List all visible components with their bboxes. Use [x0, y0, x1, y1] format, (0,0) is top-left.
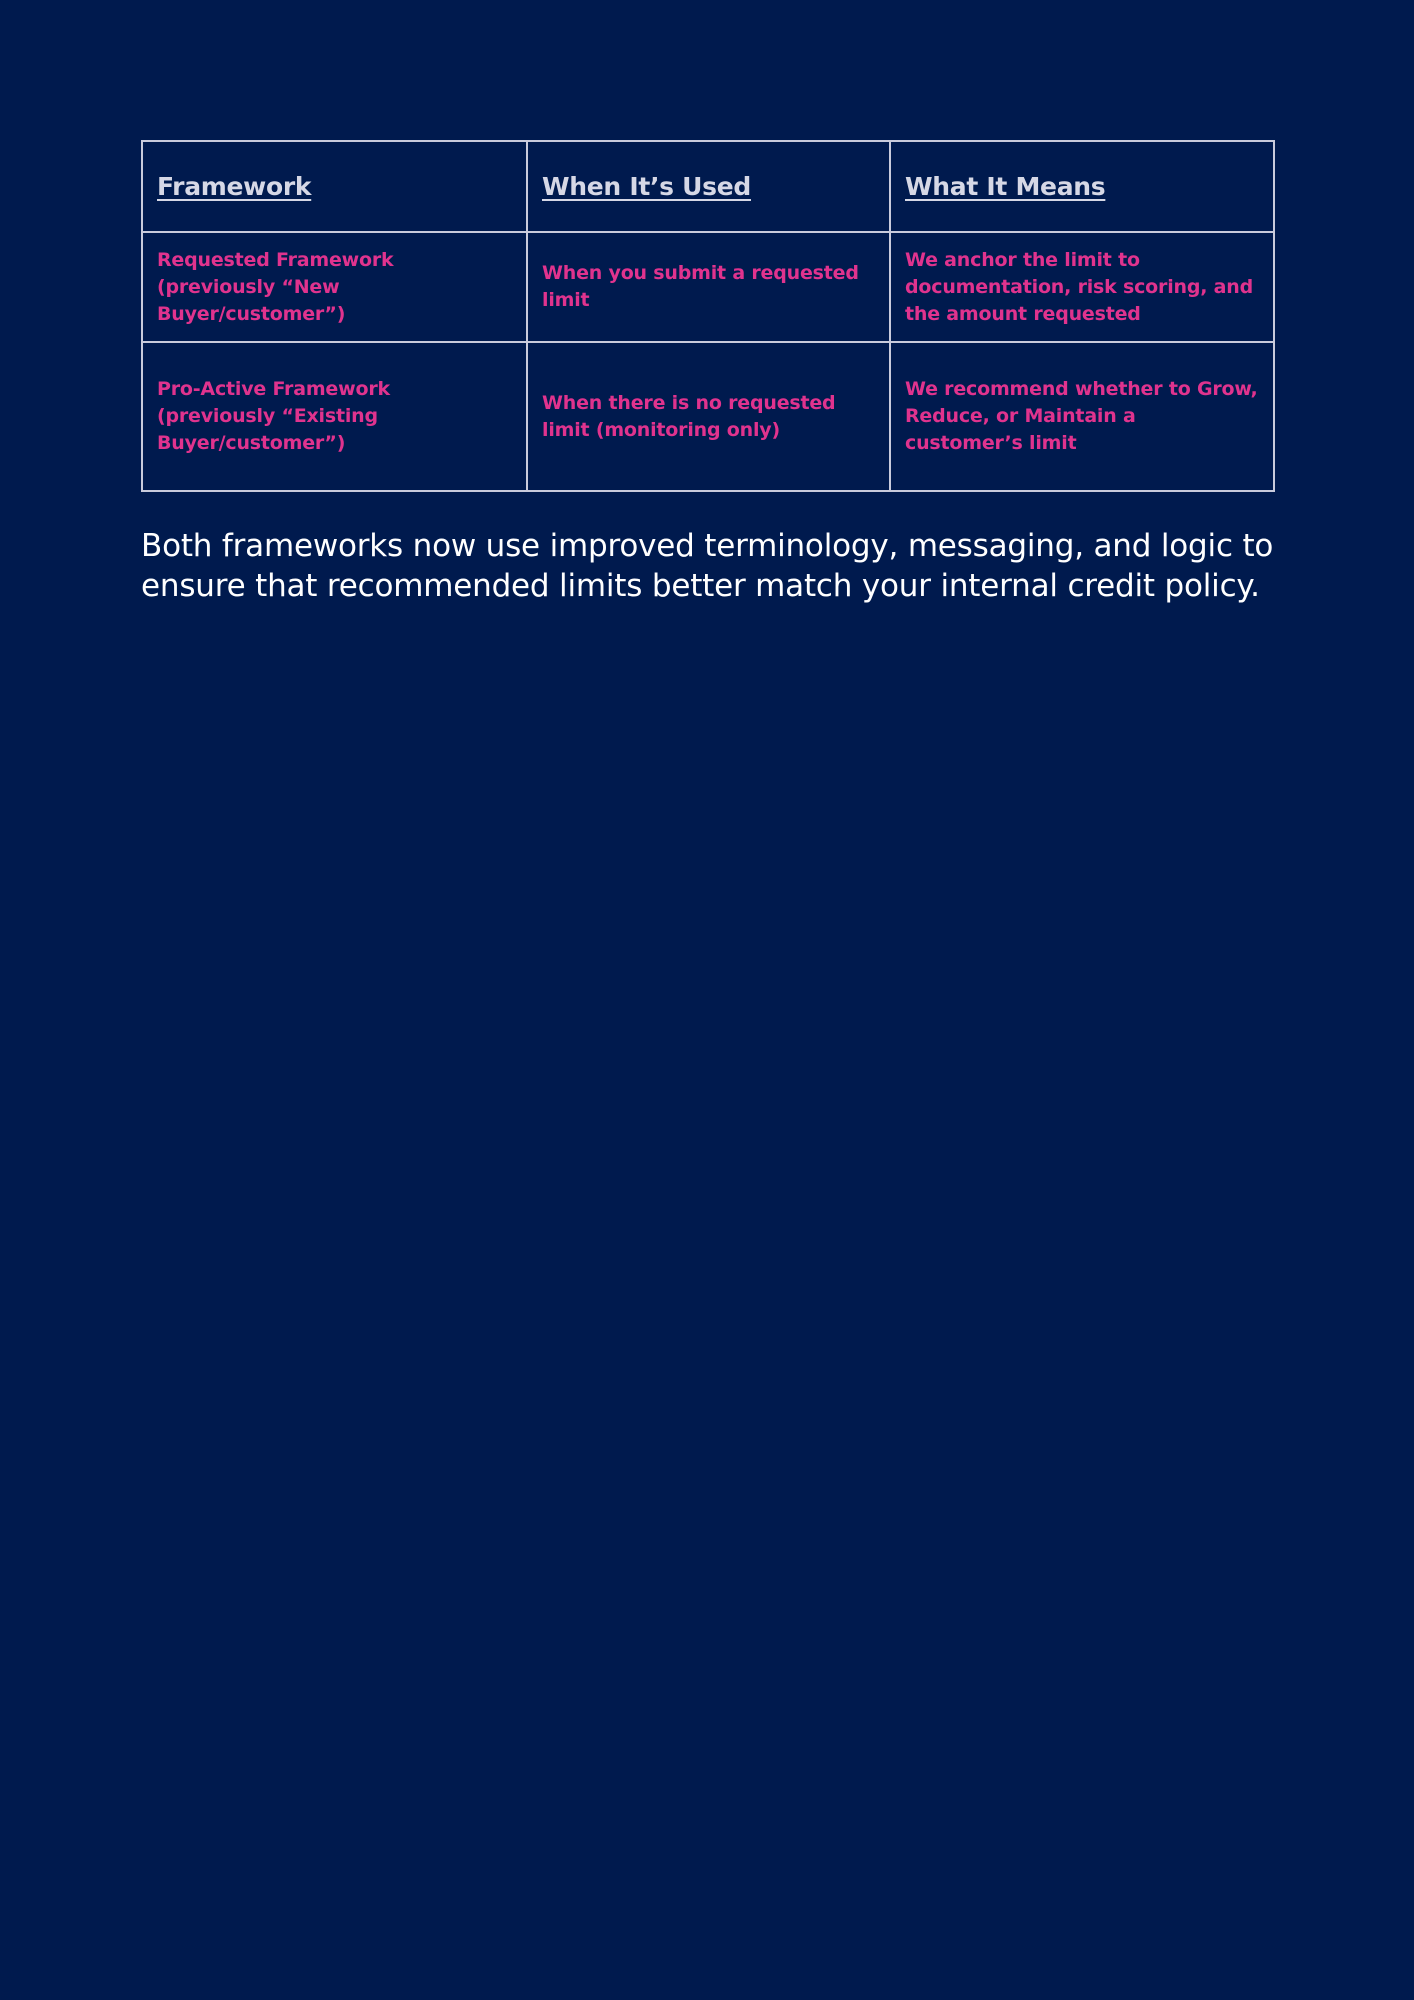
- cell-when-used: When there is no requested limit (monitoring only): [527, 342, 890, 491]
- table-header-row: [142, 141, 1274, 232]
- header-when-used: When It’s Used: [527, 141, 890, 232]
- header-framework: Framework: [142, 141, 527, 232]
- table-row: [142, 232, 1274, 342]
- framework-table: [141, 140, 1275, 492]
- cell-framework: Pro-Active Framework (previously “Existing Buyer/customer”): [142, 342, 527, 491]
- cell-framework: Requested Framework (previously “New Buyer/customer”): [142, 232, 527, 342]
- header-what-it-means: What It Means: [890, 141, 1274, 232]
- summary-paragraph: Both frameworks now use improved terminology, messaging, and logic to ensure that recommended limits better match your internal credit policy.: [141, 528, 1274, 604]
- table-row: [142, 342, 1274, 491]
- cell-when-used: When you submit a requested limit: [527, 232, 890, 342]
- cell-what-it-means: We recommend whether to Grow, Reduce, or Maintain a customer’s limit: [890, 342, 1274, 491]
- cell-what-it-means: We anchor the limit to documentation, risk scoring, and the amount requested: [890, 232, 1274, 342]
